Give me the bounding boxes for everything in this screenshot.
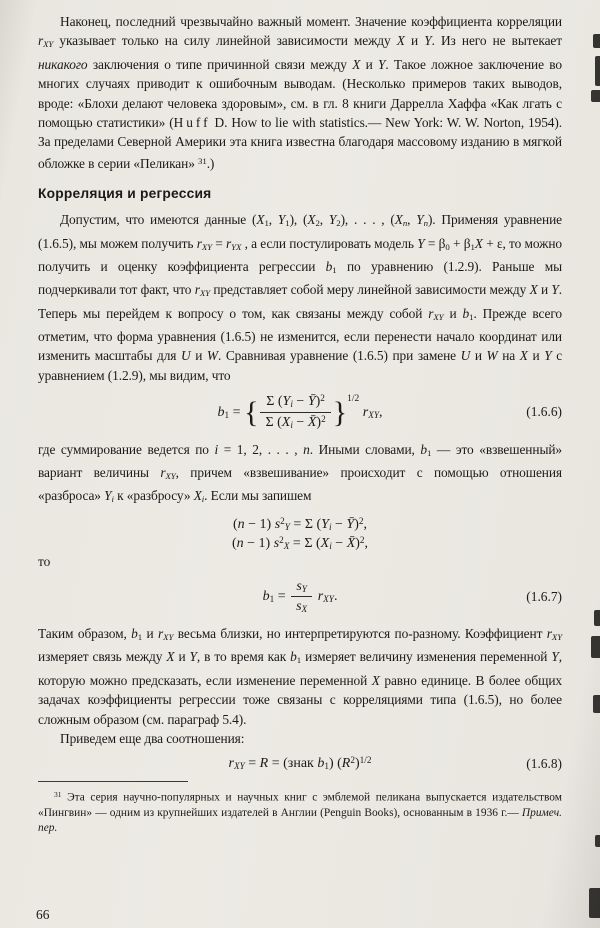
equation-1-6-6	[38, 392, 562, 432]
scan-artifact	[591, 90, 600, 102]
denominator: sX	[291, 596, 312, 617]
footnote-rule	[38, 781, 188, 782]
fraction	[291, 577, 312, 617]
equation-1-6-7	[38, 577, 562, 617]
scan-artifact	[595, 56, 600, 86]
equation-body: rXY = R = (знак b1) $(R^2)^{1/2}$	[228, 755, 372, 772]
right-brace: }	[332, 395, 348, 429]
equation-number: (1.6.7)	[526, 588, 562, 604]
denominator: Σ (Xi − X̄)$^2$	[260, 412, 330, 433]
paragraph-two-relations-intro: Приведем еще два соотношения:	[60, 730, 245, 746]
equation-number: (1.6.8)	[526, 755, 562, 771]
equation-body	[262, 578, 338, 615]
section-heading: Корреляция и регрессия	[38, 186, 212, 202]
variance-x-equation: (n − 1) $s^2X = \Sigma$ (Xi − X̄)$^2$,	[231, 534, 369, 551]
equation-lhs: b1 =	[262, 589, 290, 605]
scan-artifact	[591, 636, 600, 658]
exponent-half: 1/2	[347, 393, 360, 404]
left-brace: {	[244, 395, 259, 429]
paragraph-weighted-variant: где суммирование ведется по i = 1, 2, . . . , n. Иными словами, b1 — это «взвешенный» вариант величины rXY, причем «взвешивание» происходит с помощью отношения «разброса» Yi к «разбросу» Xi. Если мы запишем	[38, 441, 562, 505]
footnote-pelican-series: $^{31}$ Эта серия научно-популярных и научных книг с эмблемой пеликана выпускается издательством «Пингвин» — одним из крупнейших издателей в Англии (Penguin Books), основанным в 1936 г.— Примеч. пер.	[38, 790, 562, 835]
then-word: то	[38, 553, 51, 569]
equation-lhs: b1 =	[217, 404, 245, 420]
fraction	[260, 392, 330, 432]
numerator: sY	[296, 578, 307, 594]
paragraph-setup-model: Допустим, что имеются данные (X1, Y1), (X2, Y2), . . . , (Xn, Yn). Применяя уравнение (1.6.5), мы можем получить rXY = rYX , а если постулировать модель Y = β0 + β1X + ε, то можно получить и оценку коэффициента регрессии b1 по уравнению (1.2.9). Раньше мы подчеркивали тот факт, что rXY представляет собой меру линейной зависимости между X и Y. Теперь мы перейдем к вопросу о том, как связаны между собой rXY и b1. Прежде всего отметим, что форма уравнения (1.6.5) не изменится, если перенести начало координат или изменить масштабы для U и W. Сравнивая уравнение (1.6.5) при замене U и W на X и Y с уравнением (1.2.9), мы видим, что	[38, 212, 563, 383]
scan-artifact	[589, 888, 600, 918]
equation-number: (1.6.6)	[526, 404, 562, 420]
scan-artifact	[594, 610, 600, 626]
variance-y-equation: (n − 1) $s^2Y = \Sigma$ (Yi − Ȳ)$^2$,	[232, 515, 368, 532]
paragraph-interpretation: Таким образом, b1 и rXY весьма близки, но интерпретируются по-разному. Коэффициент rXY измеряет связь между X и Y, в то время как b1 измеряет величину изменения переменной Y, которую можно предсказать, если изменение переменной X равно единице. В более общих задачах коэффициенты регрессии тоже связаны с корреляциями типа (1.6.5), но более сложным образом (см. параграф 5.4).	[38, 626, 563, 727]
scan-artifact	[595, 835, 600, 847]
equation-rhs: rXY,	[362, 404, 383, 420]
equation-1-6-8	[38, 755, 562, 772]
page-number: 66	[36, 907, 50, 922]
paragraph-correlation-warning: Наконец, последний чрезвычайно важный момент. Значение коэффициента корреляции rXY указывает только на силу линейной зависимости между X и Y. Из него не вытекает никакого заключения о типе причинной связи между X и Y. Такое ложное заключение во многих случаях приводит к ошибочным выводам. (Несколько примеров таких выводов, вроде: «Блохи делают человека здоровым», см. в гл. 8 книги Даррелла Хаффа «Как лгать с помощью статистики» (Huff D. How to lie with statistics.— New York: W. W. Norton, 1954). За пределами Северной Америки эта книга известна благодаря массовому изданию в мягкой обложке в серии «Пеликан» $^{31}$.)	[38, 14, 563, 171]
equations-variance-definitions	[38, 516, 562, 552]
scan-artifact	[593, 34, 600, 48]
numerator: Σ (Yi − Ȳ)$^2$	[266, 393, 325, 410]
scan-artifact	[593, 695, 600, 713]
equation-rhs: rXY.	[317, 589, 338, 605]
